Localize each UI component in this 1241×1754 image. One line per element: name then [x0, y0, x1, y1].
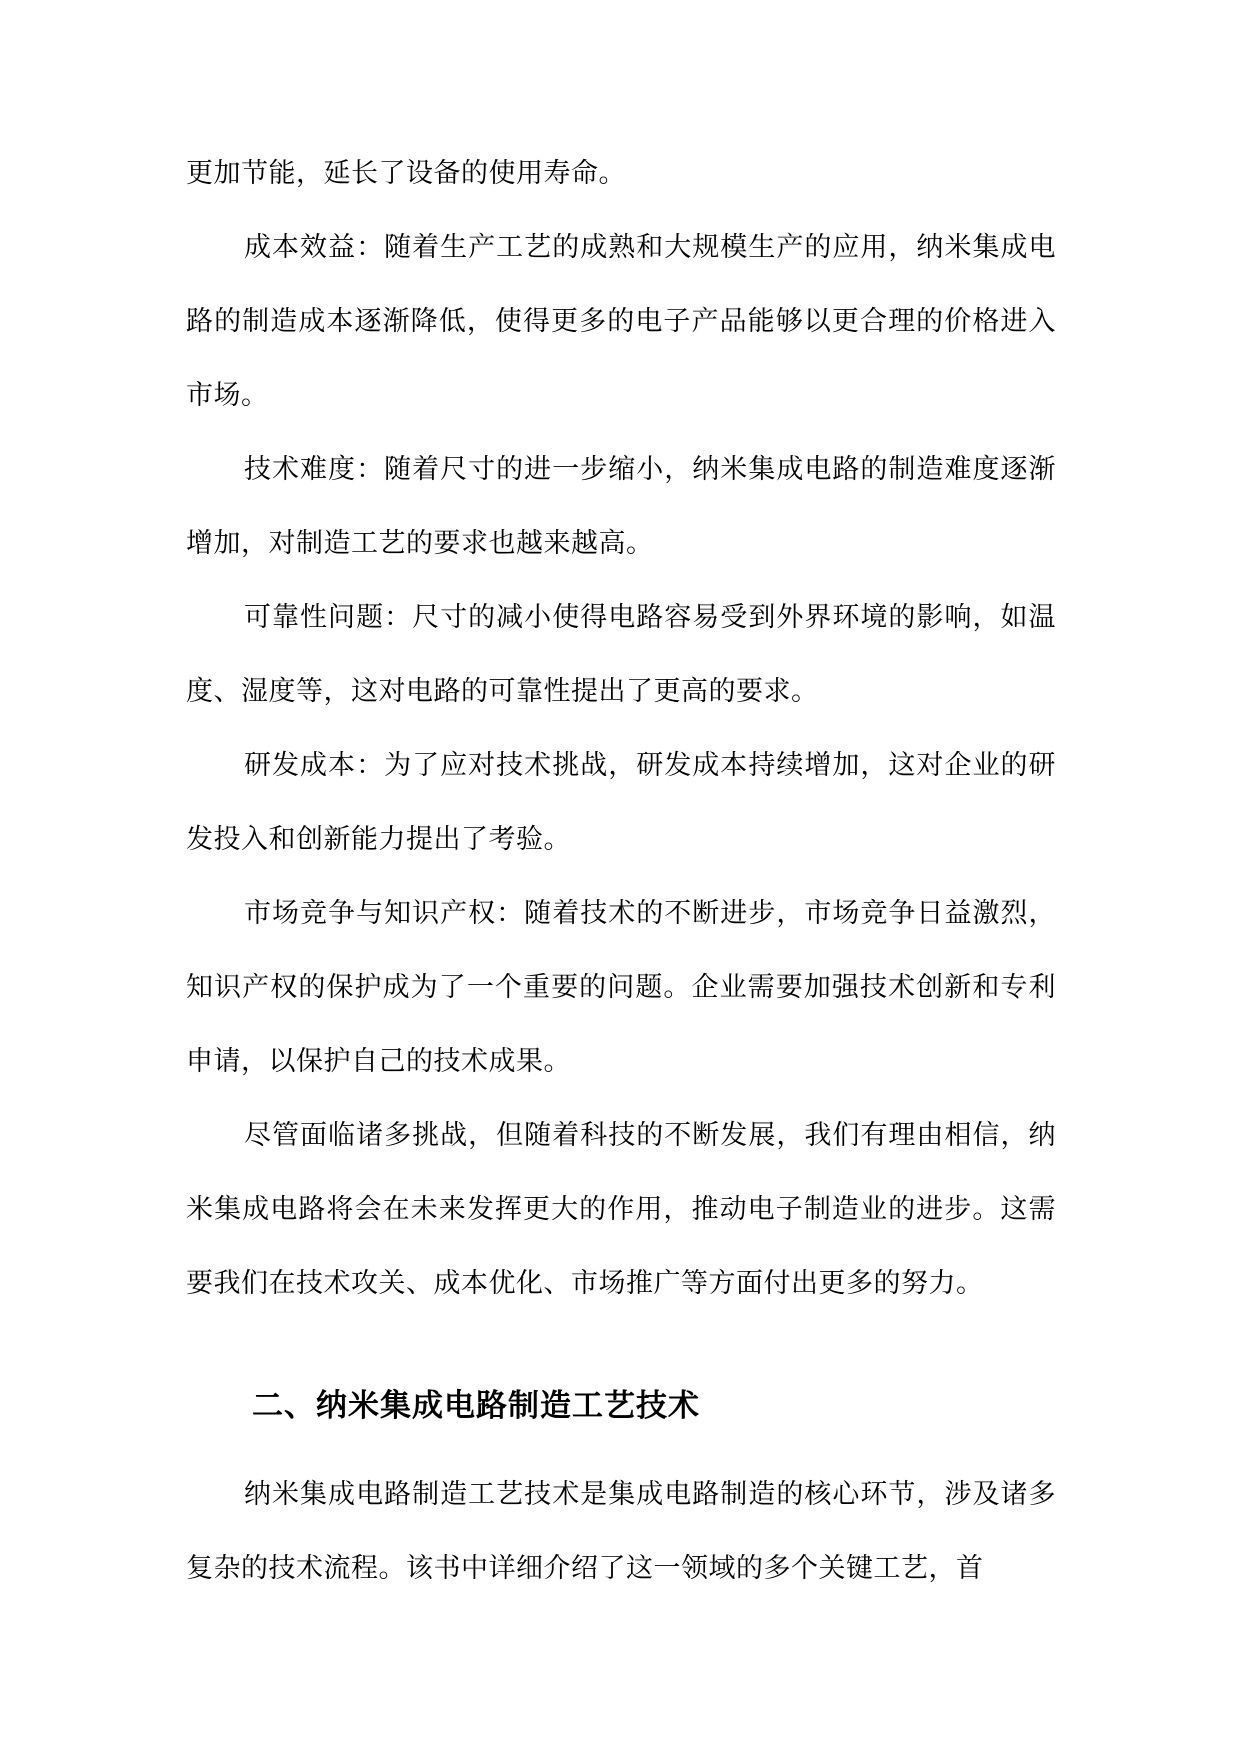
paragraph-technical-difficulty: 技术难度：随着尺寸的进一步缩小，纳米集成电路的制造难度逐渐增加，对制造工艺的要求也越来越高。: [186, 454, 1056, 559]
body-text-bottom: [186, 1458, 1056, 1606]
paragraph-process-intro: 纳米集成电路制造工艺技术是集成电路制造的核心环节，涉及诸多复杂的技术流程。该书中详细介绍了这一领域的多个关键工艺，首: [186, 1479, 1056, 1584]
section-heading: 二、纳米集成电路制造工艺技术: [252, 1388, 700, 1424]
paragraph-market-ip: 市场竞争与知识产权：随着技术的不断进步，市场竞争日益激烈，知识产权的保护成为了一个重要的问题。企业需要加强技术创新和专利申请，以保护自己的技术成果。: [186, 898, 1056, 1077]
paragraph-continuation: 更加节能，延长了设备的使用寿命。: [186, 158, 626, 189]
paragraph-rd-cost: 研发成本：为了应对技术挑战，研发成本持续增加，这对企业的研发投入和创新能力提出了考验。: [186, 750, 1056, 855]
paragraph-cost-benefit: 成本效益：随着生产工艺的成熟和大规模生产的应用，纳米集成电路的制造成本逐渐降低，使得更多的电子产品能够以更合理的价格进入市场。: [186, 232, 1056, 411]
paragraph-conclusion: 尽管面临诸多挑战，但随着科技的不断发展，我们有理由相信，纳米集成电路将会在未来发挥更大的作用，推动电子制造业的进步。这需要我们在技术攻关、成本优化、市场推广等方面付出更多的努力。: [186, 1120, 1056, 1299]
body-text-top: [186, 137, 1056, 1321]
paragraph-reliability: 可靠性问题：尺寸的减小使得电路容易受到外界环境的影响，如温度、湿度等，这对电路的可靠性提出了更高的要求。: [186, 602, 1056, 707]
